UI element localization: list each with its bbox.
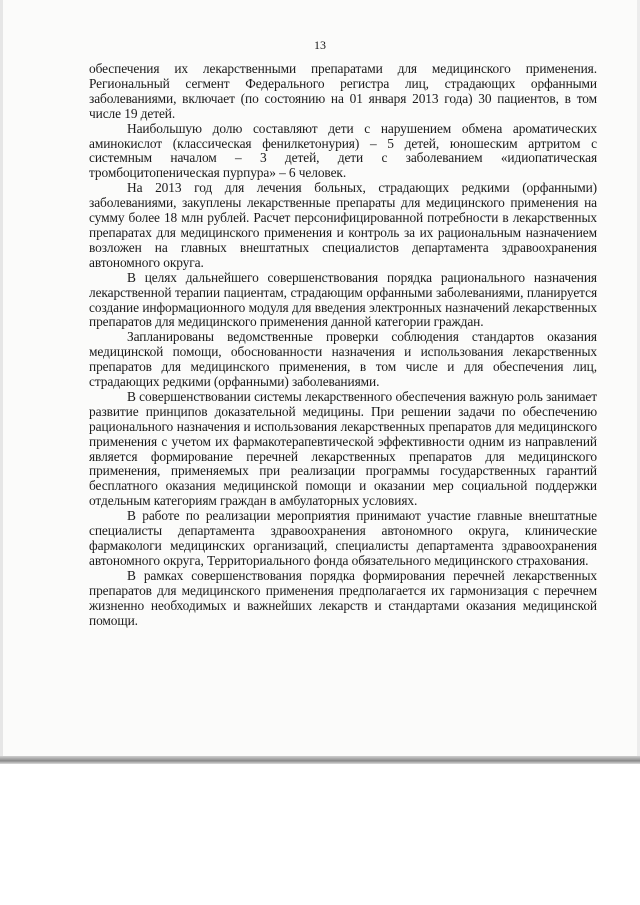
- paragraph-2: Наибольшую долю составляют дети с нарушением обмена ароматических аминокислот (классическая фенилкетонурия) – 5 детей, юношеским артритом с системным началом – 3 детей, дети с заболеванием «идиопатическая тромбоцитопеническая пурпура» – 6 человек.: [89, 120, 597, 181]
- page-number: 13: [314, 38, 326, 52]
- paragraph-8: В рамках совершенствования порядка формирования перечней лекарственных препаратов для медицинского применения предполагается их гармонизация с перечнем жизненно необходимых и важнейших лекарств и стандартами оказания медицинской помощи.: [89, 567, 597, 628]
- document-text: [89, 62, 597, 628]
- scan-edge-bottom: [0, 756, 640, 764]
- scan-edge-left: [0, 0, 3, 762]
- paragraph-6: В совершенствовании системы лекарственного обеспечения важную роль занимает развитие принципов доказательной медицины. При решении задачи по обеспечению рационального назначения и использования лекарственных препаратов для медицинского применения с учетом их фармакотерапевтической эффективности одним из направлений является формирование перечней лекарственных препаратов для медицинского применения, применяемых при реализации программы государственных гарантий бесплатного оказания медицинской помощи и оказании мер социальной поддержки отдельным категориям граждан в амбулаторных условиях.: [89, 388, 597, 509]
- paragraph-4: В целях дальнейшего совершенствования порядка рационального назначения лекарственной терапии пациентам, страдающим орфанными заболеваниями, планируется создание информационного модуля для введения электронных назначений лекарственных препаратов для медицинского применения данной категории граждан.: [89, 269, 597, 330]
- paragraph-7: В работе по реализации мероприятия принимают участие главные внештатные специалисты департамента здравоохранения автономного округа, клинические фармакологи медицинских организаций, специалисты департамента здравоохранения автономного округа, Территориального фонда обязательного медицинского страхования.: [89, 508, 597, 568]
- paragraph-5: Запланированы ведомственные проверки соблюдения стандартов оказания медицинской помощи, обоснованности назначения и использования лекарственных препаратов для медицинского применения, в том числе и для обеспечения лиц, страдающих редкими (орфанными) заболеваниями.: [89, 329, 597, 390]
- paragraph-3: На 2013 год для лечения больных, страдающих редкими (орфанными) заболеваниями, закуплены лекарственные препараты для медицинского применения на сумму более 18 млн рублей. Расчет персонифицированной потребности в лекарственных препаратах для медицинского применения и контроль за их рациональным назначением возложен на главных внештатных специалистов департамента здравоохранения автономного округа.: [89, 180, 597, 270]
- paragraph-1: обеспечения их лекарственными препаратами для медицинского применения. Региональный сегмент Федерального регистра лиц, страдающих орфанными заболеваниями, включает (по состоянию на 01 января 2013 года) 30 пациентов, в том числе 19 детей.: [89, 61, 597, 121]
